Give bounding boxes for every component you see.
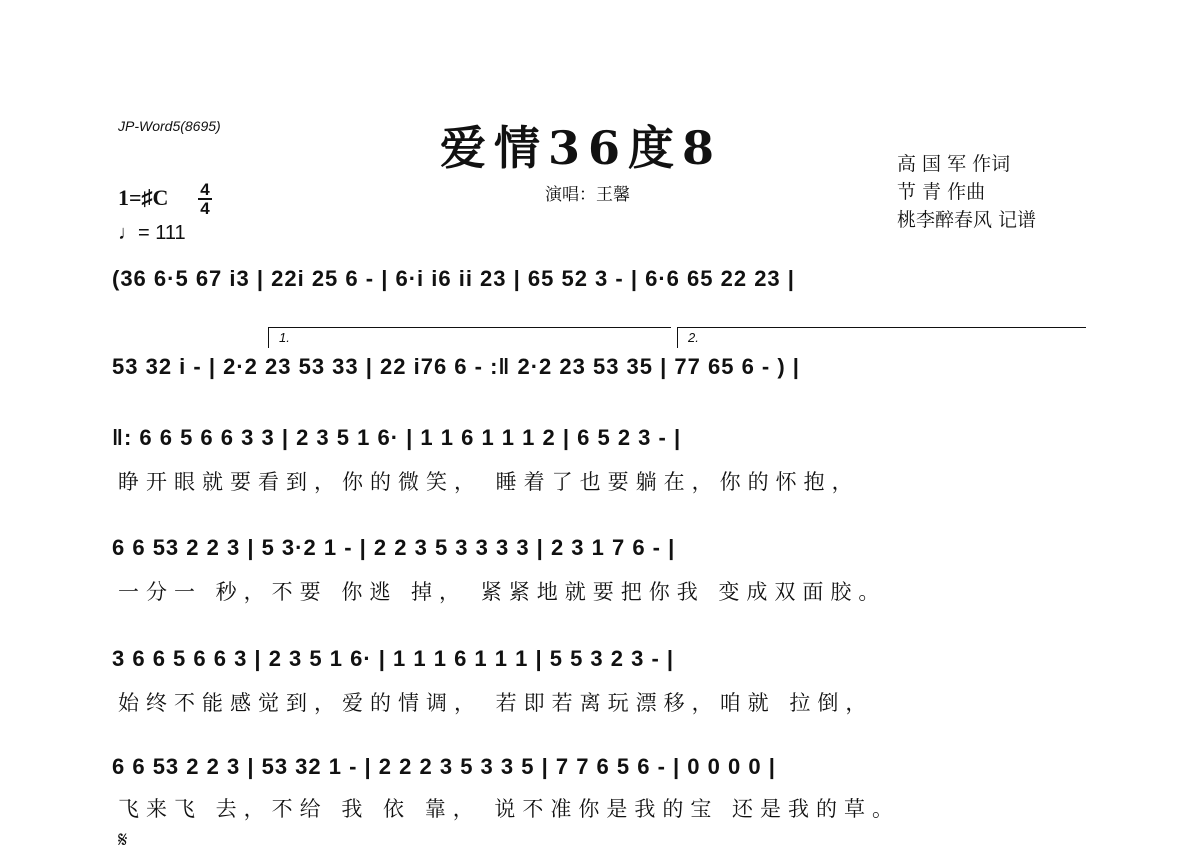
score-line-4: 6 6 53 2 2 3 | 5 3·2 1 - | 2 2 3 5 3 3 3 3 | 2 3 1 7 6 - |: [112, 535, 676, 560]
lyric-line-6: 飞来飞 去，不给 我 依 靠， 说不准你是我的宝 还是我的草。: [118, 797, 901, 821]
score-line-5: 3 6 6 5 6 6 3 | 2 3 5 1 6· | 1 1 1 6 1 1 1 | 5 5 3 2 3 - |: [112, 646, 675, 671]
credits-block: [897, 150, 1036, 234]
lyricist-credit: 高 国 军 作词: [897, 153, 1011, 175]
song-title: 爱情36度8: [440, 121, 723, 175]
segno-sign: 𝄋: [118, 828, 128, 853]
score-line-6: 6 6 53 2 2 3 | 53 32 1 - | 2 2 2 3 5 3 3 5 | 7 7 6 5 6 - | 0 0 0 0 |: [112, 754, 776, 779]
score-line-1: (36 6·5 67 i3 | 22i 25 6 - | 6·i i6 ii 23 | 65 52 3 - | 6·6 65 22 23 |: [112, 266, 795, 291]
key-signature: 1=♯C: [118, 185, 169, 210]
volta-second-label: 2.: [688, 330, 699, 345]
source-label: JP-Word5(8695): [118, 118, 221, 134]
lyric-line-4: 一分一 秒，不要 你逃 掉， 紧紧地就要把你我 变成双面胶。: [118, 580, 887, 604]
time-signature-bottom: 4: [200, 199, 210, 218]
score-line-3: ‖: 6 6 5 6 6 3 3 | 2 3 5 1 6· | 1 1 6 1 1 1 2 | 6 5 2 3 - |: [112, 425, 682, 450]
transcriber-credit: 桃李醉春风 记谱: [897, 209, 1037, 231]
volta-first-label: 1.: [279, 330, 290, 345]
lyric-line-3: 睁开眼就要看到，你的微笑， 睡着了也要躺在，你的怀抱，: [118, 470, 860, 494]
volta-second-ending: [677, 327, 1086, 348]
time-signature-top: 4: [200, 180, 210, 199]
time-signature: [198, 181, 212, 217]
volta-first-ending: [268, 327, 671, 348]
tempo-mark: ♩= 111: [118, 222, 186, 244]
lyric-line-5: 始终不能感觉到，爱的情调， 若即若离玩漂移，咱就 拉倒，: [118, 691, 874, 715]
score-line-2: 53 32 i - | 2·2 23 53 33 | 22 i76 6 - :‖ 2·2 23 53 35 | 77 65 6 - ) |: [112, 354, 800, 379]
singer-credit: 演唱：王馨: [545, 185, 630, 205]
composer-credit: 节 青 作曲: [897, 181, 986, 203]
